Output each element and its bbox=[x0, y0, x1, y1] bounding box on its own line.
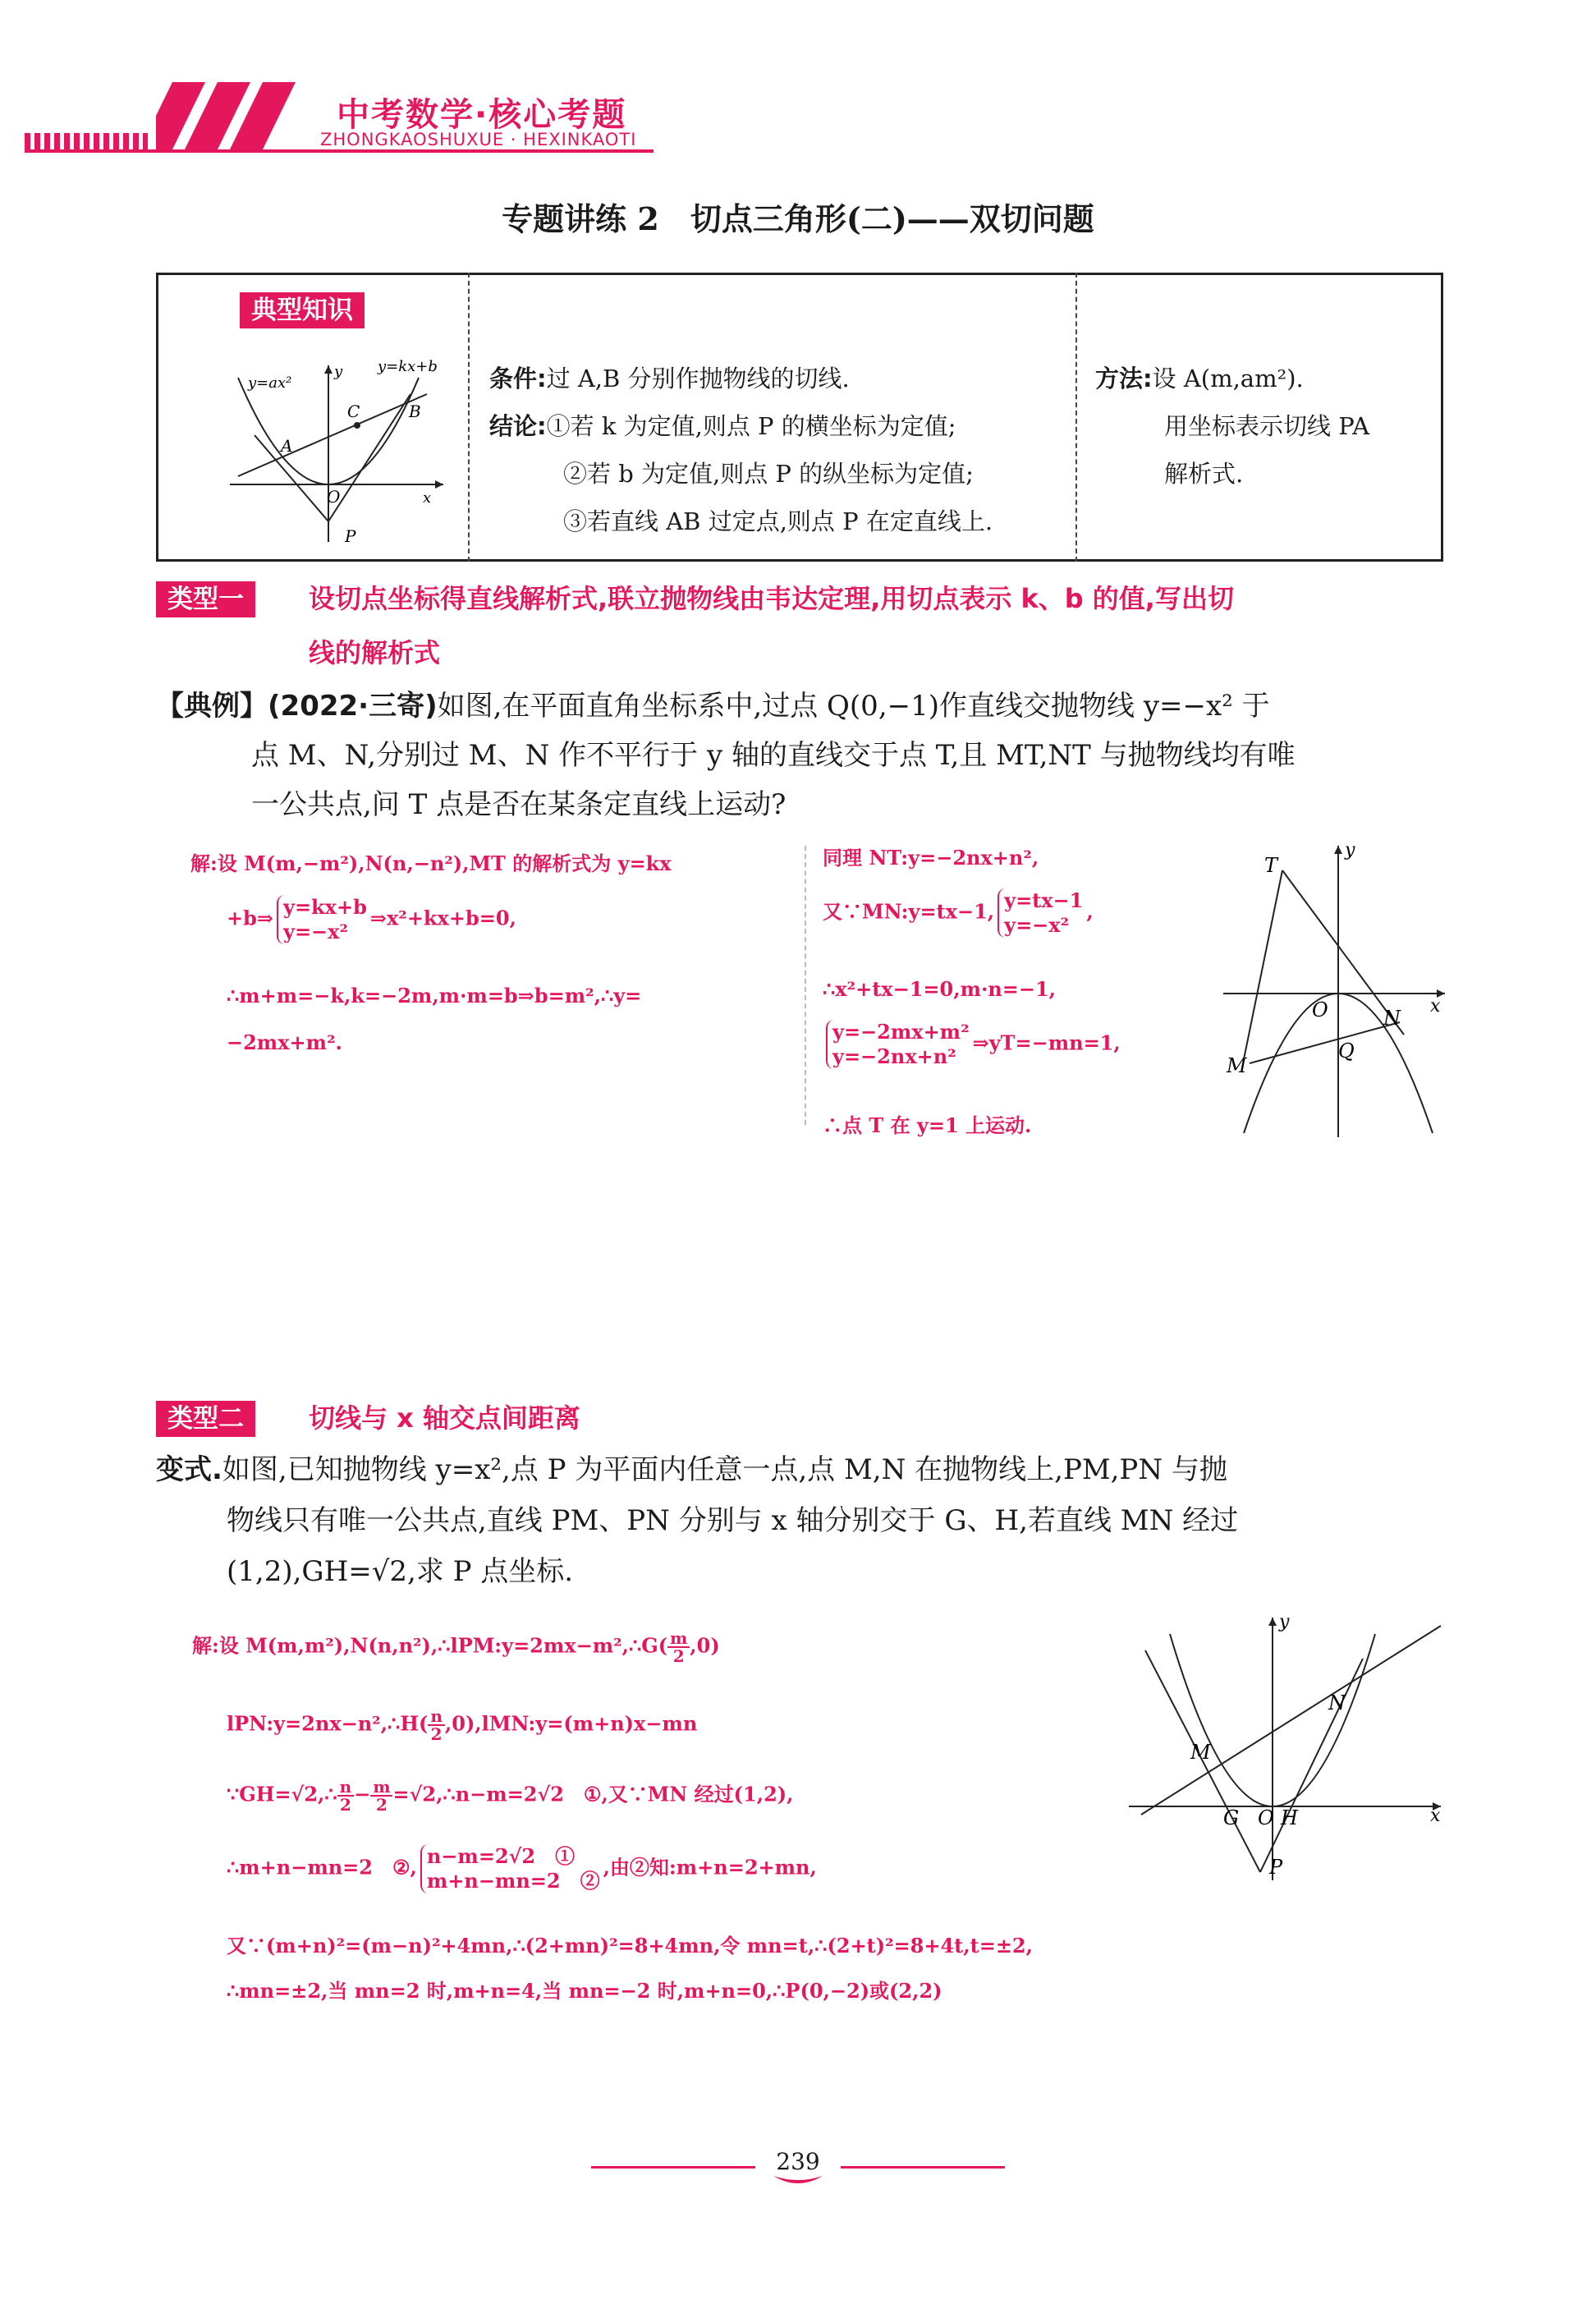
ex-sol-r-system bbox=[998, 888, 1083, 938]
ex-sol-r2 bbox=[823, 888, 1094, 938]
ex-sol-eq2: y=−x² bbox=[283, 920, 348, 943]
condition-label: 条件: bbox=[489, 365, 547, 392]
var-sol-l3 bbox=[227, 1778, 793, 1813]
ex-sol-l4: −2mx+m². bbox=[227, 1030, 342, 1054]
ex-sol-r4-eq2: y=−2nx+n² bbox=[832, 1044, 956, 1068]
conclusion-line bbox=[489, 402, 956, 450]
label-parabola: y=ax² bbox=[248, 374, 292, 392]
variant-line-2: 物线只有唯一公共点,直线 PM、PN 分别与 x 轴分别交于 G、H,若直线 MN 经过 bbox=[227, 1504, 1239, 1537]
example-line-1 bbox=[156, 680, 1270, 732]
conclusion-label: 结论: bbox=[489, 412, 547, 440]
ex-sol-r4 bbox=[823, 1020, 1121, 1069]
example-text-1: 如图,在平面直角坐标系中,过点 Q(0,−1)作直线交抛物线 y=−x² 于 bbox=[437, 690, 1270, 723]
frac-den: 2 bbox=[430, 1724, 443, 1744]
variant-text-1: 如图,已知抛物线 y=x²,点 P 为平面内任意一点,点 M,N 在抛物线上,PM,PN 与抛 bbox=[222, 1453, 1227, 1486]
var-sol-l3-pre: ∵GH=√2,∴ bbox=[227, 1782, 337, 1806]
type2-heading: 切线与 x 轴交点间距离 bbox=[309, 1402, 580, 1434]
label-x-axis: x bbox=[1430, 1806, 1441, 1826]
header-title: 中考数学·核心考题 bbox=[337, 96, 627, 134]
var-sol-l4-pre: ∴m+n−mn=2 ②, bbox=[227, 1855, 417, 1879]
header-rule bbox=[25, 149, 654, 153]
label-line: y=kx+b bbox=[378, 358, 438, 375]
frac-den: 2 bbox=[672, 1646, 685, 1666]
ex-sol-r-eq2: y=−x² bbox=[1004, 913, 1070, 937]
label-O: O bbox=[327, 487, 341, 507]
footer-ornament-icon bbox=[772, 2173, 824, 2189]
ex-sol-system bbox=[277, 895, 367, 944]
method-1: 设 A(m,am²). bbox=[1152, 365, 1304, 392]
header-subtitle: ZHONGKAOSHUXUE · HEXINKAOTI bbox=[320, 130, 637, 149]
variant-line-3: (1,2),GH=√2,求 P 点坐标. bbox=[227, 1555, 574, 1588]
label-O: O bbox=[1312, 998, 1328, 1021]
label-H: H bbox=[1281, 1806, 1298, 1829]
var-sol-system bbox=[420, 1844, 600, 1893]
conclusion-3: ③若直线 AB 过定点,则点 P 在定直线上. bbox=[563, 507, 993, 535]
label-T: T bbox=[1264, 854, 1278, 877]
variant-label: 变式. bbox=[156, 1453, 222, 1486]
var-sol-l1-post: ,0) bbox=[690, 1633, 720, 1658]
var-sol-frac bbox=[667, 1630, 690, 1664]
method-line bbox=[1095, 355, 1304, 402]
label-N: N bbox=[1383, 1007, 1401, 1030]
type1-tag: 类型一 bbox=[156, 581, 255, 617]
knowledge-graph bbox=[222, 345, 460, 550]
variant-graph bbox=[1125, 1609, 1453, 1889]
frac-den: 2 bbox=[339, 1795, 351, 1815]
page-title: 专题讲练 2 切点三角形(二)——双切问题 bbox=[502, 200, 1094, 237]
frac-den: 2 bbox=[375, 1795, 388, 1815]
header-stripes bbox=[25, 133, 148, 149]
ex-sol-l2-pre: +b⇒ bbox=[227, 906, 273, 930]
var-sol-l2-pre: lPN:y=2nx−n²,∴H( bbox=[227, 1711, 429, 1736]
var-sol-l1-pre: 解:设 M(m,m²),N(n,n²),∴lPM:y=2mx−m²,∴G( bbox=[192, 1633, 668, 1658]
label-N: N bbox=[1328, 1691, 1346, 1714]
var-sol-l1 bbox=[192, 1630, 720, 1664]
var-sol-l2-mid: ,0),lMN:y=(m+n)x−mn bbox=[444, 1711, 698, 1736]
type1-heading-2: 线的解析式 bbox=[309, 637, 441, 668]
var-sol-frac bbox=[370, 1778, 392, 1813]
condition-text: 过 A,B 分别作抛物线的切线. bbox=[546, 365, 850, 392]
ex-sol-r2-post: , bbox=[1086, 899, 1094, 924]
var-sol-l6: ∴mn=±2,当 mn=2 时,m+n=4,当 mn=−2 时,m+n=0,∴P(0,−2)或(2,2) bbox=[227, 1979, 942, 2003]
label-y-axis: y bbox=[334, 363, 343, 380]
label-P: P bbox=[1269, 1856, 1283, 1879]
ex-sol-l1: 解:设 M(m,−m²),N(n,−n²),MT 的解析式为 y=kx bbox=[190, 851, 672, 875]
condition-line bbox=[489, 355, 850, 402]
conclusion-2: ②若 b 为定值,则点 P 的纵坐标为定值; bbox=[563, 460, 974, 488]
page-number: 239 bbox=[776, 2148, 820, 2175]
ex-sol-r4-post: ⇒yT=−mn=1, bbox=[972, 1030, 1121, 1055]
method-label: 方法: bbox=[1095, 365, 1153, 392]
frac-num: n bbox=[428, 1708, 445, 1726]
frac-num: m bbox=[667, 1630, 690, 1648]
label-y-axis: y bbox=[1345, 840, 1355, 861]
var-sol-eq2: m+n−mn=2 ② bbox=[426, 1869, 600, 1893]
ex-sol-l2 bbox=[227, 895, 516, 944]
var-sol-frac bbox=[337, 1778, 355, 1813]
type2-tag: 类型二 bbox=[156, 1401, 255, 1437]
var-sol-frac bbox=[428, 1708, 445, 1742]
label-y-axis: y bbox=[1279, 1612, 1290, 1632]
var-sol-l3-minus: − bbox=[354, 1782, 371, 1806]
label-A: A bbox=[281, 436, 293, 456]
label-C: C bbox=[347, 402, 360, 421]
example-source: (2022·三寄) bbox=[268, 690, 438, 723]
ex-sol-r1: 同理 NT:y=−2nx+n², bbox=[823, 846, 1039, 870]
type1-heading-1: 设切点坐标得直线解析式,联立抛物线由韦达定理,用切点表示 k、b 的值,写出切 bbox=[309, 583, 1234, 614]
ex-sol-l3: ∴m+m=−k,k=−2m,m·m=b⇒b=m²,∴y= bbox=[227, 984, 642, 1007]
example-label: 【典例】 bbox=[156, 690, 268, 723]
frac-num: n bbox=[337, 1778, 355, 1797]
knowledge-tag: 典型知识 bbox=[240, 292, 365, 328]
ex-sol-r4-eq1: y=−2mx+m² bbox=[832, 1020, 970, 1044]
ex-sol-r-eq1: y=tx−1 bbox=[1004, 888, 1084, 912]
label-x-axis: x bbox=[1430, 996, 1441, 1017]
header-chevron-icon bbox=[156, 82, 320, 156]
ex-sol-r3: ∴x²+tx−1=0,m·n=−1, bbox=[823, 977, 1057, 1001]
label-Q: Q bbox=[1338, 1040, 1355, 1063]
knowledge-divider bbox=[468, 273, 470, 562]
label-M: M bbox=[1190, 1741, 1211, 1764]
ex-sol-r5: ∴点 T 在 y=1 上运动. bbox=[823, 1113, 1032, 1137]
label-P: P bbox=[345, 526, 356, 546]
variant-line-1 bbox=[156, 1443, 1227, 1496]
label-M: M bbox=[1227, 1054, 1247, 1077]
ex-sol-eq1: y=kx+b bbox=[283, 895, 367, 919]
var-sol-l5: 又∵(m+n)²=(m−n)²+4mn,∴(2+mn)²=8+4mn,令 mn=t,∴(2+t)²=8+4t,t=±2, bbox=[227, 1934, 1033, 1957]
label-x-axis: x bbox=[423, 489, 432, 507]
label-B: B bbox=[409, 402, 421, 421]
ex-sol-l2-post: ⇒x²+kx+b=0, bbox=[369, 906, 516, 930]
example-line-2: 点 M、N,分别过 M、N 作不平行于 y 轴的直线交于点 T,且 MT,NT 与抛物线均有唯 bbox=[251, 739, 1296, 772]
ex-sol-r4-system bbox=[826, 1020, 970, 1069]
label-G: G bbox=[1223, 1806, 1240, 1829]
var-sol-l2 bbox=[227, 1708, 697, 1742]
label-O: O bbox=[1258, 1806, 1274, 1829]
var-sol-eq1: n−m=2√2 ① bbox=[426, 1844, 576, 1868]
method-2: 用坐标表示切线 PA bbox=[1164, 412, 1370, 440]
knowledge-divider bbox=[1075, 273, 1077, 562]
var-sol-l4 bbox=[227, 1844, 817, 1893]
solution-divider bbox=[805, 846, 806, 1125]
ex-sol-r2-pre: 又∵MN:y=tx−1, bbox=[823, 899, 995, 924]
example-line-3: 一公共点,问 T 点是否在某条定直线上运动? bbox=[251, 788, 787, 821]
conclusion-1: ①若 k 为定值,则点 P 的横坐标为定值; bbox=[546, 412, 956, 440]
var-sol-l4-post: ,由②知:m+n=2+mn, bbox=[603, 1855, 817, 1879]
method-3: 解析式. bbox=[1164, 460, 1244, 488]
example-graph bbox=[1215, 838, 1453, 1141]
frac-num: m bbox=[370, 1778, 392, 1797]
var-sol-l3-post: =√2,∴n−m=2√2 ①,又∵MN 经过(1,2), bbox=[392, 1782, 794, 1806]
